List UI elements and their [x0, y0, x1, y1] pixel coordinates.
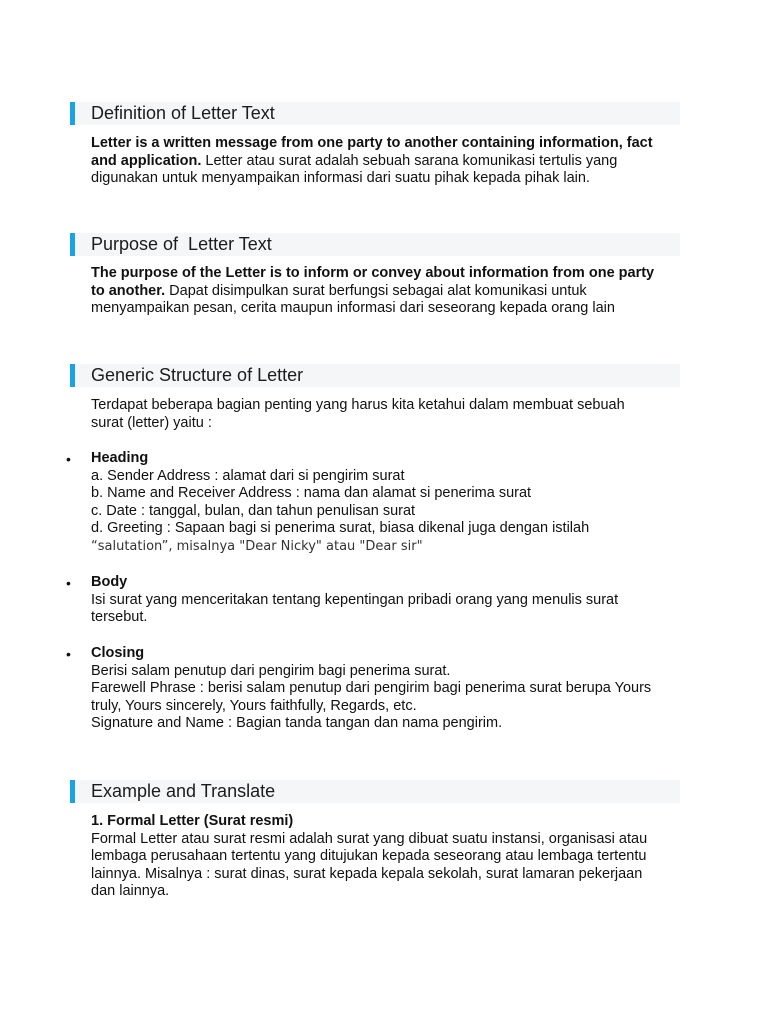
normal-text: Dapat disimpulkan surat berfungsi sebagai alat komunikasi untuk	[165, 282, 587, 299]
item-title: Heading	[91, 450, 149, 466]
normal-text: Letter atau surat adalah sebuah sarana komunikasi tertulis yang	[201, 152, 618, 169]
item-title: Closing	[91, 645, 145, 661]
text-line: truly, Yours sincerely, Yours faithfully, Regards, etc.	[91, 697, 417, 714]
section-heading-structure	[70, 364, 680, 387]
text-line: Signature and Name : Bagian tanda tangan dan nama pengirim.	[91, 715, 503, 732]
text-line: b. Name and Receiver Address : nama dan alamat si penerima surat	[91, 485, 532, 502]
text-line: Formal Letter atau surat resmi adalah surat yang dibuat suatu instansi, organisasi atau	[91, 830, 648, 847]
text-line: tersebut.	[91, 609, 148, 626]
text-line: a. Sender Address : alamat dari si pengirim surat	[91, 467, 405, 484]
list-item-heading	[91, 450, 683, 556]
section-heading-definition	[70, 102, 680, 125]
text-line: c. Date : tanggal, bulan, dan tahun penulisan surat	[91, 502, 416, 519]
bold-text: to another.	[91, 282, 166, 299]
mixed-line	[91, 283, 683, 301]
list-item-closing	[91, 645, 683, 733]
text-line: dan lainnya.	[91, 883, 170, 900]
list-item-body	[91, 574, 683, 627]
example-paragraph	[91, 813, 683, 901]
bold-line: Letter is a written message from one party to another containing information, fact	[91, 135, 653, 151]
text-line-light: “salutation”, misalnya "Dear Nicky" atau "Dear sir"	[91, 538, 423, 554]
text-line: d. Greeting : Sapaan bagi si penerima surat, biasa dikenal juga dengan istilah	[91, 520, 590, 537]
mixed-line	[91, 153, 683, 171]
section-title: Definition of Letter Text	[91, 103, 275, 123]
section-title: Example and Translate	[91, 781, 276, 801]
bold-text: and application.	[91, 152, 202, 169]
text-line: Farewell Phrase : berisi salam penutup dari pengirim bagi penerima surat berupa Yours	[91, 680, 652, 697]
bullet-icon: •	[66, 646, 71, 662]
section-heading-purpose	[70, 233, 680, 256]
item-title: Body	[91, 574, 128, 590]
text-line: Isi surat yang menceritakan tentang kepentingan pribadi orang yang menulis surat	[91, 591, 619, 608]
text-line: Berisi salam penutup dari pengirim bagi penerima surat.	[91, 662, 451, 679]
heading-accent-bar	[70, 780, 75, 803]
bold-line: The purpose of the Letter is to inform or convey about information from one party	[91, 265, 655, 281]
heading-accent-bar	[70, 364, 75, 387]
text-line: lembaga perusahaan tertentu yang ditujukan kepada seseorang atau lembaga tertentu	[91, 848, 647, 865]
heading-accent-bar	[70, 233, 75, 256]
definition-paragraph	[91, 135, 683, 188]
text-line: menyampaikan pesan, cerita maupun informasi dari seseorang kepada orang lain	[91, 300, 615, 317]
text-line: lainnya. Misalnya : surat dinas, surat kepada kepala sekolah, surat lamaran pekerjaan	[91, 865, 643, 882]
bullet-icon: •	[66, 575, 71, 591]
bullet-icon: •	[66, 451, 71, 467]
section-title: Generic Structure of Letter	[91, 365, 304, 385]
section-heading-example	[70, 780, 680, 803]
text-line: surat (letter) yaitu :	[91, 414, 212, 431]
purpose-paragraph	[91, 265, 683, 318]
heading-accent-bar	[70, 102, 75, 125]
structure-intro	[91, 397, 683, 432]
subheading: 1. Formal Letter (Surat resmi)	[91, 813, 294, 829]
section-title: Purpose of Letter Text	[91, 234, 272, 254]
text-line: digunakan untuk menyampaikan informasi dari suatu pihak kepada pihak lain.	[91, 170, 590, 187]
text-line: Terdapat beberapa bagian penting yang harus kita ketahui dalam membuat sebuah	[91, 397, 625, 413]
